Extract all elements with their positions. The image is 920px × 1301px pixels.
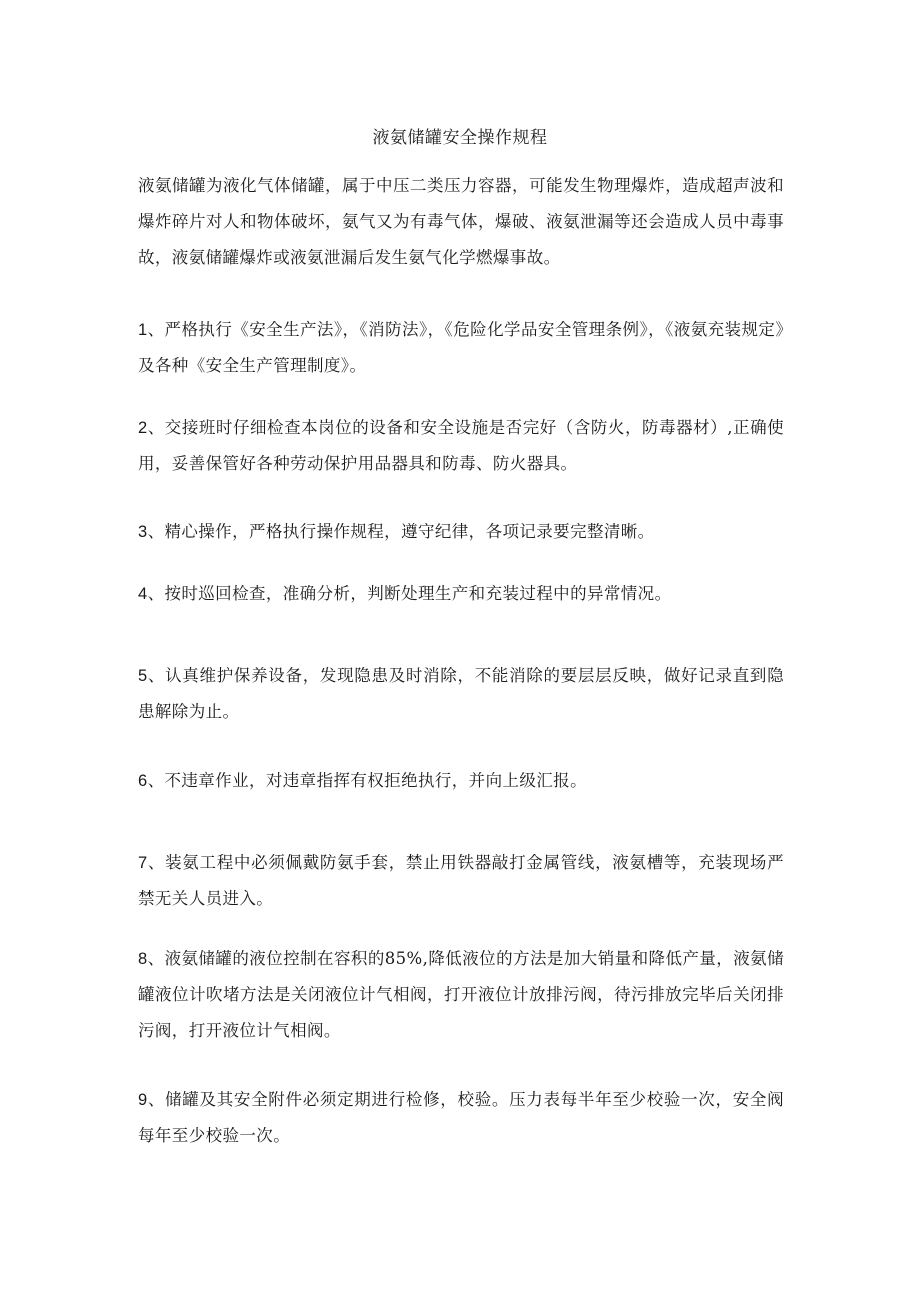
rule-item-4: [138, 576, 784, 612]
rule-separator: 、: [147, 320, 165, 339]
rule-separator: 、: [147, 418, 165, 437]
rule-text: 严格执行《安全生产法》，《消防法》，《危险化学品安全管理条例》，《液氨充装规定》及各种《安全生产管理制度》。: [138, 320, 785, 375]
rule-separator: 、: [147, 1090, 166, 1109]
rule-item-5: [138, 658, 784, 730]
rule-item-8: [138, 941, 784, 1049]
rule-item-7: [138, 845, 784, 917]
rule-separator: 、: [147, 853, 166, 872]
rule-number: 6: [138, 772, 148, 790]
document-title: 液氨储罐安全操作规程: [372, 128, 548, 148]
rule-item-9: [138, 1082, 784, 1154]
rule-item-3: [138, 514, 784, 550]
rule-text: 认真维护保养设备，发现隐患及时消除，不能消除的要层层反映，做好记录直到隐患解除为止。: [138, 666, 785, 721]
rule-number: 7: [138, 854, 148, 872]
rule-text: 精心操作，严格执行操作规程，遵守纪律，各项记录要完整清晰。: [164, 522, 655, 541]
rule-text: 液氨储罐的液位控制在容积的85%,降低液位的方法是加大销量和降低产量，液氨储罐液位计吹堵方法是关闭液位计气相阀，打开液位计放排污阀，待污排放完毕后关闭排污阀，打开液位计气相阀。: [138, 949, 784, 1040]
rule-item-1: [138, 312, 784, 384]
rule-separator: 、: [147, 771, 165, 790]
rule-text: 储罐及其安全附件必须定期进行检修，校验。压力表每半年至少校验一次，安全阀每年至少校验一次。: [138, 1090, 785, 1145]
rule-separator: 、: [147, 949, 165, 968]
rule-text: 交接班时仔细检查本岗位的设备和安全设施是否完好（含防火，防毒器材）,正确使用，妥善保管好各种劳动保护用品器具和防毒、防火器具。: [138, 418, 785, 473]
rule-number: 3: [138, 523, 148, 541]
rule-number: 4: [138, 585, 148, 603]
rule-separator: 、: [147, 584, 165, 603]
rule-number: 1: [138, 321, 148, 339]
rule-number: 5: [138, 667, 148, 685]
intro-paragraph: 液氨储罐为液化气体储罐，属于中压二类压力容器，可能发生物理爆炸，造成超声波和爆炸碎片对人和物体破坏，氨气又为有毒气体，爆破、液氨泄漏等还会造成人员中毒事故，液氨储罐爆炸或液氨泄漏后发生氨气化学燃爆事故。: [138, 176, 784, 267]
rule-text: 不违章作业，对违章指挥有权拒绝执行，并向上级汇报。: [164, 771, 587, 790]
rule-text: 装氨工程中必须佩戴防氨手套，禁止用铁器敲打金属管线，液氨槽等，充装现场严禁无关人员进入。: [138, 853, 785, 908]
rule-item-2: [138, 410, 784, 482]
rule-number: 2: [138, 419, 148, 437]
rule-separator: 、: [147, 666, 166, 685]
rule-number: 9: [138, 1091, 148, 1109]
rule-item-6: [138, 763, 784, 799]
rule-text: 按时巡回检查，准确分析，判断处理生产和充装过程中的异常情况。: [164, 584, 672, 603]
rule-number: 8: [138, 950, 148, 968]
rule-separator: 、: [147, 522, 165, 541]
